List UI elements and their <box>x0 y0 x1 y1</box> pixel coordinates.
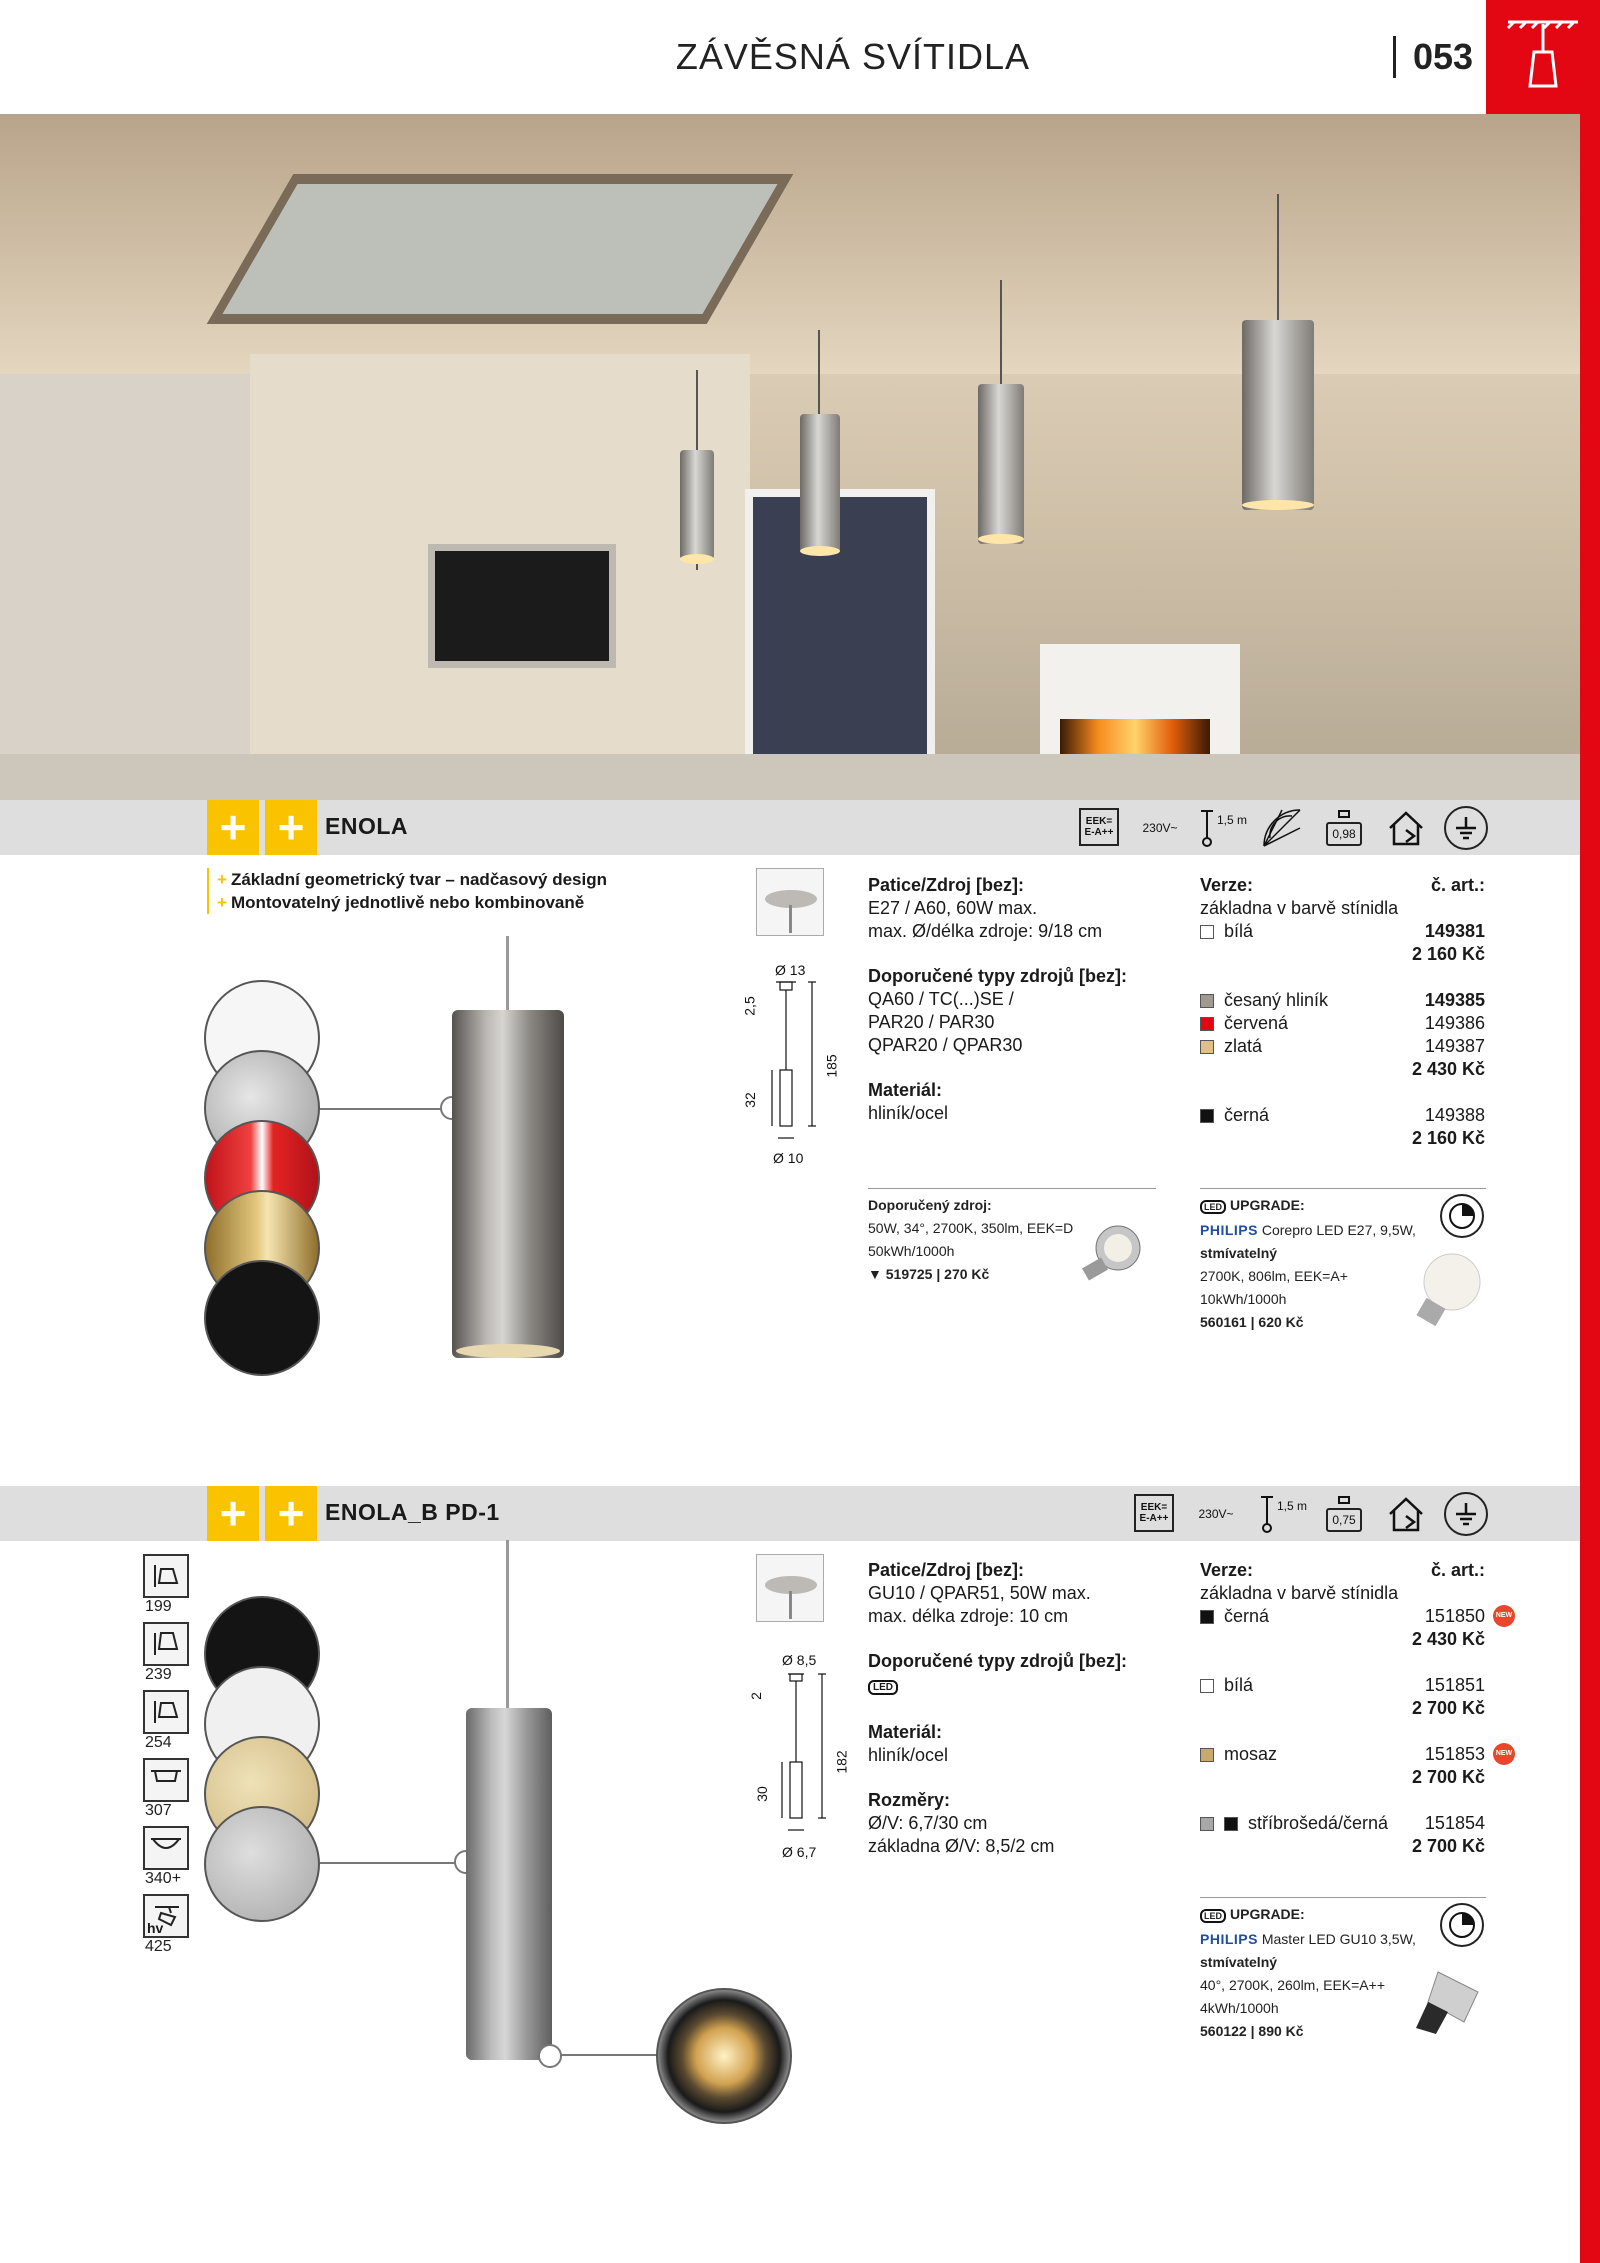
cable-length-text: 1,5 m <box>1216 813 1247 827</box>
upgrade-code: 560122 | 890 Kč <box>1200 2023 1304 2039</box>
dimension-total-height: 185 <box>823 1054 840 1078</box>
page-title: ZÁVĚSNÁ SVÍTIDLA <box>675 36 1030 77</box>
dimension-drawing <box>760 978 830 1148</box>
socket-heading: Patice/Zdroj [bez]: <box>868 1560 1025 1580</box>
article-number: 149381 <box>1424 921 1485 941</box>
material-heading: Materiál: <box>868 1080 943 1100</box>
philips-logo: PHILIPS <box>1200 1222 1258 1238</box>
cable-length-icon <box>1196 806 1248 850</box>
cable-icon <box>1257 1494 1277 1534</box>
upgrade-line: stmívatelný <box>1200 1954 1278 1970</box>
wall-lamp-ref-icon[interactable] <box>143 1622 189 1666</box>
ref-page-number: 239 <box>145 1666 172 1683</box>
recommended-line: PAR20 / PAR30 <box>868 1012 995 1032</box>
tv-in-photo <box>428 544 616 668</box>
indoor-use-icon <box>1384 1492 1428 1536</box>
article-heading: č. art.: <box>1430 1560 1485 1580</box>
price: 2 700 Kč <box>1411 1698 1485 1718</box>
lamp-product-photo <box>452 1010 564 1358</box>
plus-icon: + <box>265 1486 317 1541</box>
upgrade-line: 10kWh/1000h <box>1200 1291 1287 1307</box>
new-badge: NEW <box>1493 1743 1515 1765</box>
par-bulb-icon <box>1080 1222 1146 1282</box>
variant-row: bílá 149381 <box>1200 920 1485 943</box>
price: 2 160 Kč <box>1411 944 1485 964</box>
material-value: hliník/ocel <box>868 1103 949 1123</box>
plus-icon: + <box>265 800 317 855</box>
page-number: 053 <box>1413 36 1474 77</box>
feature-item: + Montovatelný jednotlivě nebo kombinovaně <box>217 893 585 912</box>
energy-label-icon <box>1134 1494 1174 1532</box>
socket-line: GU10 / QPAR51, 50W max. <box>868 1583 1091 1603</box>
base-note: základna v barvě stínidla <box>1200 898 1399 918</box>
variant-row: stříbrošedá/černá 151854 <box>1200 1812 1485 1835</box>
dimmable-icon <box>1440 1903 1484 1947</box>
plus-icon: + <box>207 800 259 855</box>
new-badge: NEW <box>1493 1605 1515 1627</box>
gu10-bulb-icon <box>1408 1962 1488 2042</box>
dimension-bottom-diameter: Ø 10 <box>773 1150 804 1166</box>
variant-table <box>1200 874 1485 1150</box>
article-number: 149387 <box>1424 1036 1485 1056</box>
lamp-product-photo <box>466 1708 552 2060</box>
dimension-top-height: 2,5 <box>741 996 758 1016</box>
price: 2 430 Kč <box>1411 1629 1485 1649</box>
swatch-brushed-aluminium <box>1200 994 1214 1008</box>
spec-block <box>868 1559 1168 1858</box>
ground-protection-icon <box>1444 806 1488 850</box>
swatch-brass <box>1200 1748 1214 1762</box>
swatch-silver-grey <box>1200 1817 1214 1831</box>
variant-table <box>1200 1559 1513 1858</box>
recommended-source-line: 50W, 34°, 2700K, 350lm, EEK=D <box>868 1220 1074 1236</box>
upgrade-line: 4kWh/1000h <box>1200 2000 1279 2016</box>
energy-label-text: EEK= E-A++ <box>1139 1502 1169 1524</box>
color-swatch-silver-grey <box>204 1806 320 1922</box>
connector-dot <box>538 2044 562 2068</box>
energy-label-icon <box>1079 808 1119 846</box>
ref-page-number: 254 <box>145 1734 172 1751</box>
led-icon: LED <box>1200 1909 1226 1923</box>
dimension-top-diameter: Ø 13 <box>775 962 806 978</box>
hero-photo <box>0 114 1580 800</box>
dimension-top-height: 2 <box>747 1692 764 1700</box>
price: 2 160 Kč <box>1411 1128 1485 1148</box>
weight-icon <box>1322 806 1366 850</box>
material-value: hliník/ocel <box>868 1745 949 1765</box>
cable-length-icon <box>1256 1492 1308 1536</box>
cable-icon <box>1197 808 1217 848</box>
variant-row: mosaz 151853 NEW <box>1200 1743 1485 1766</box>
variant-row: bílá 151851 <box>1200 1674 1485 1697</box>
side-red-strip <box>1580 114 1600 2263</box>
price: 2 700 Kč <box>1411 1767 1485 1787</box>
material-heading: Materiál: <box>868 1722 943 1742</box>
feature-list <box>207 868 607 914</box>
article-number: 151853 <box>1424 1744 1485 1764</box>
energy-label-text: EEK= E-A++ <box>1084 816 1114 838</box>
upgrade-heading: LED UPGRADE: <box>1200 1194 1460 1219</box>
spec-block <box>868 874 1168 1125</box>
article-number: 151854 <box>1424 1813 1485 1833</box>
price: 2 430 Kč <box>1411 1059 1485 1079</box>
color-swatch-black <box>204 1260 320 1376</box>
variant-row: černá 151850 NEW <box>1200 1605 1485 1628</box>
ceiling-rose-thumbnail <box>756 1554 824 1622</box>
product-name: ENOLA <box>325 813 408 839</box>
upgrade-line: stmívatelný <box>1200 1245 1278 1261</box>
category-tab <box>1486 0 1600 114</box>
lamp-bottom-detail-photo <box>656 1988 792 2124</box>
article-number: 151851 <box>1424 1675 1485 1695</box>
socket-line: max. Ø/délka zdroje: 9/18 cm <box>868 921 1103 941</box>
divider <box>868 1188 1156 1189</box>
swatch-white <box>1200 1679 1214 1693</box>
ref-page-number: 425 <box>145 1938 172 1955</box>
upgrade-line: 40°, 2700K, 260lm, EEK=A++ <box>1200 1977 1386 1993</box>
recommended-source-line: 50kWh/1000h <box>868 1243 955 1259</box>
ceiling-lamp-ref-icon[interactable] <box>143 1826 189 1870</box>
swatch-gold <box>1200 1040 1214 1054</box>
voltage-label: 230V~ <box>1142 821 1178 835</box>
variants-heading: Verze: <box>1200 875 1254 895</box>
article-heading: č. art.: <box>1430 875 1485 895</box>
connector-line <box>320 1862 460 1864</box>
feature-item: + Základní geometrický tvar – nadčasový design <box>217 870 607 889</box>
socket-line: E27 / A60, 60W max. <box>868 898 1038 918</box>
swatch-black <box>1224 1817 1238 1831</box>
upgrade-heading: LED UPGRADE: <box>1200 1903 1460 1928</box>
dimensions-heading: Rozměry: <box>868 1790 951 1810</box>
divider <box>1200 1897 1486 1898</box>
weight-text: 0,75 <box>1326 1508 1362 1532</box>
cable-length-text: 1,5 m <box>1276 1499 1307 1513</box>
philips-logo: PHILIPS <box>1200 1931 1258 1947</box>
indoor-use-icon <box>1384 806 1428 850</box>
upgrade-line: 2700K, 806lm, EEK=A+ <box>1200 1268 1348 1284</box>
variants-heading: Verze: <box>1200 1560 1254 1580</box>
dimensions-line: základna Ø/V: 8,5/2 cm <box>868 1836 1055 1856</box>
connector-line <box>550 2054 658 2056</box>
upgrade-line: Master LED GU10 3,5W, <box>1261 1931 1416 1947</box>
article-number: 149386 <box>1424 1013 1485 1033</box>
weight-text: 0,98 <box>1326 822 1362 846</box>
variant-row: černá 149388 <box>1200 1104 1485 1127</box>
wall-lamp-ref-icon[interactable] <box>143 1554 189 1598</box>
socket-heading: Patice/Zdroj [bez]: <box>868 875 1025 895</box>
dimension-total-height: 182 <box>833 1750 850 1774</box>
swatch-red <box>1200 1017 1214 1031</box>
swatch-black <box>1200 1610 1214 1624</box>
divider <box>1200 1188 1486 1189</box>
led-icon: LED <box>868 1673 1168 1699</box>
ceiling-lamp-ref-icon[interactable] <box>143 1758 189 1802</box>
recommended-heading: Doporučené typy zdrojů [bez]: <box>868 1651 1128 1671</box>
connector-line <box>320 1108 450 1110</box>
article-number: 149388 <box>1424 1105 1485 1125</box>
ceiling-rose-thumbnail <box>756 868 824 936</box>
socket-line: max. délka zdroje: 10 cm <box>868 1606 1069 1626</box>
article-number: 151850 <box>1424 1606 1485 1626</box>
wall-lamp-ref-icon[interactable] <box>143 1690 189 1734</box>
dimmable-icon <box>1440 1194 1484 1238</box>
plus-icon: + <box>207 1486 259 1541</box>
article-number: 149385 <box>1424 990 1485 1010</box>
dimension-drawing <box>770 1670 840 1840</box>
ref-page-number: 307 <box>145 1802 172 1819</box>
variant-row: červená 149386 <box>1200 1012 1485 1035</box>
dimension-body-height: 30 <box>753 1786 770 1802</box>
price: 2 700 Kč <box>1411 1836 1485 1856</box>
spot-lamp-ref-icon[interactable] <box>143 1894 189 1938</box>
beam-angle-icon <box>1262 806 1302 850</box>
dimension-top-diameter: Ø 8,5 <box>782 1652 817 1668</box>
dimension-body-height: 32 <box>741 1092 758 1108</box>
led-bulb-icon <box>1406 1250 1486 1334</box>
upgrade-line: Corepro LED E27, 9,5W, <box>1261 1222 1416 1238</box>
variant-row: česaný hliník 149385 <box>1200 989 1485 1012</box>
variant-row: zlatá 149387 <box>1200 1035 1485 1058</box>
hv-label: hv <box>147 1920 164 1936</box>
recommended-line: QA60 / TC(...)SE / <box>868 989 1014 1009</box>
base-note: základna v barvě stínidla <box>1200 1583 1399 1603</box>
led-icon: LED <box>1200 1200 1226 1214</box>
recommended-line: QPAR20 / QPAR30 <box>868 1035 1023 1055</box>
ref-page-number: 199 <box>145 1598 172 1615</box>
recommended-heading: Doporučené typy zdrojů [bez]: <box>868 966 1128 986</box>
weight-icon <box>1322 1492 1366 1536</box>
swatch-white <box>1200 925 1214 939</box>
voltage-label: 230V~ <box>1198 1507 1234 1521</box>
upgrade-code: 560161 | 620 Kč <box>1200 1314 1304 1330</box>
recommended-source-code: ▼ 519725 | 270 Kč <box>868 1266 990 1282</box>
pendant-lamp-icon <box>1486 0 1600 114</box>
product-name: ENOLA_B PD-1 <box>325 1499 500 1525</box>
dimension-bottom-diameter: Ø 6,7 <box>782 1844 817 1860</box>
lamp-cable <box>506 1540 509 1710</box>
recommended-source-heading: Doporučený zdroj: <box>868 1197 992 1213</box>
dimensions-line: Ø/V: 6,7/30 cm <box>868 1813 988 1833</box>
header-separator <box>1393 36 1396 78</box>
ground-protection-icon <box>1444 1492 1488 1536</box>
ref-page-number: 340+ <box>145 1870 182 1887</box>
swatch-black <box>1200 1109 1214 1123</box>
